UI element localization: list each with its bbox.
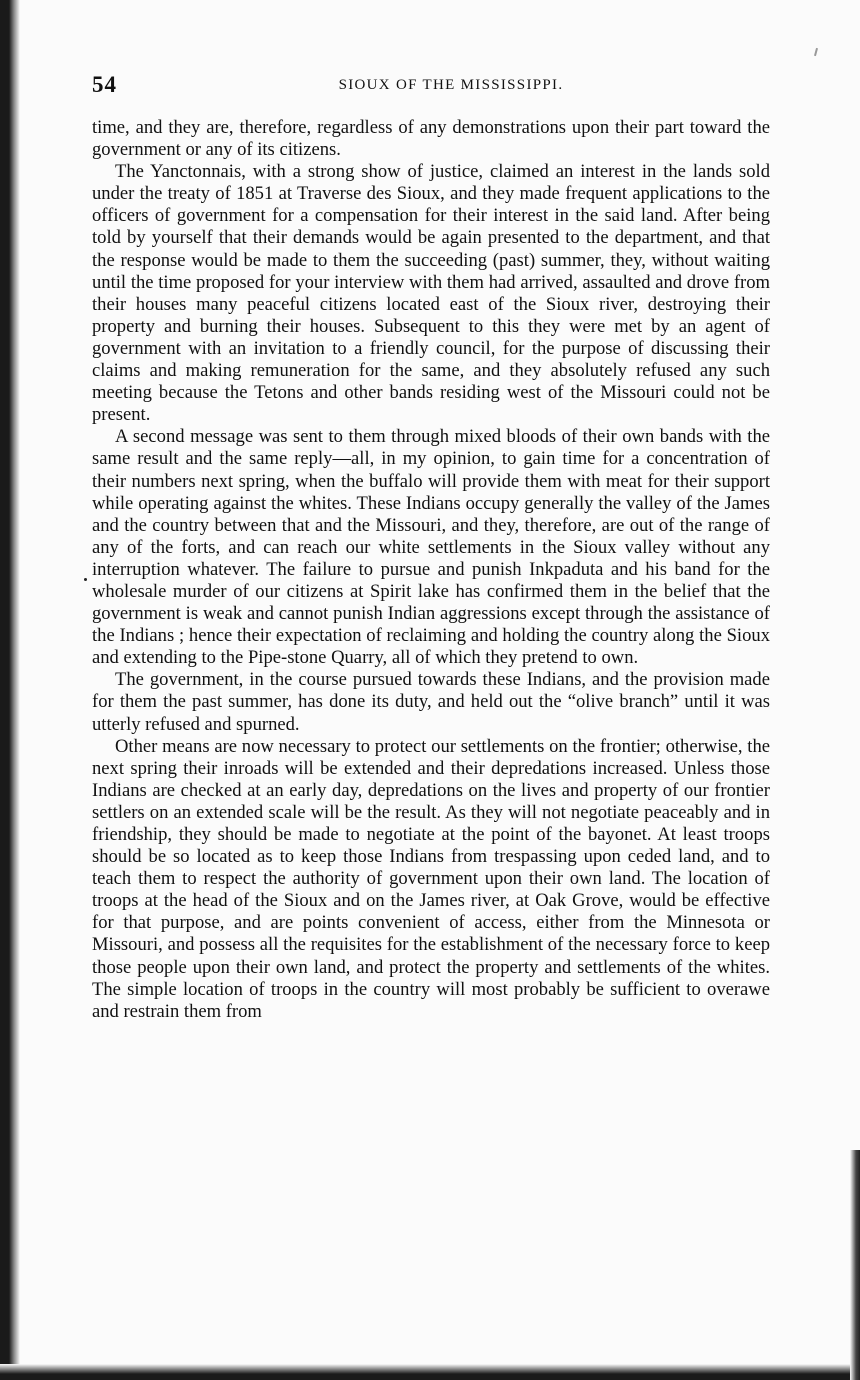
scan-border-left [0, 0, 20, 1380]
ink-mark [814, 48, 818, 56]
page-number: 54 [92, 72, 117, 97]
running-head: SIOUX OF THE MISSISSIPPI. [338, 77, 564, 93]
body-text [92, 117, 770, 1023]
paragraph: The government, in the course pursued towards these Indians, and the provision made for them the past summer, has done its duty, and held out the “olive branch” until it was utterly refused and spurned. [92, 669, 770, 735]
paragraph: Other means are now necessary to protect our settlements on the frontier; otherwise, the next spring their inroads will be extended and their depredations increased. Unless those Indians are checked at an early day, depredations on the lives and property of our frontier settlers on an extended scale will be the result. As they will not negotiate peaceably and in friendship, they should be made to negotiate at the point of the bayonet. At least troops should be so located as to keep those Indians from trespassing upon ceded land, and to teach them to respect the authority of government upon their own land. The location of troops at the head of the Sioux and on the James river, at Oak Grove, would be effective for that purpose, and are points convenient of access, either from the Minnesota or Missouri, and possess all the requisites for the establishment of the necessary force to keep those people upon their own land, and protect the property and settlements of the whites. The simple location of troops in the country will most probably be sufficient to overawe and restrain them from [92, 735, 770, 1022]
scan-border-bottom [0, 1364, 860, 1380]
paragraph: The Yanctonnais, with a strong show of justice, claimed an interest in the lands sold under the treaty of 1851 at Traverse des Sioux, and they made frequent applications to the officers of government for a compensation for their interest in the said land. After being told by yourself that their demands would be again presented to the department, and that the response would be made to them the succeeding (past) summer, they, without waiting until the time proposed for your interview with them had arrived, assaulted and drove from their houses many peaceful citizens located east of the Sioux river, destroying their property and burning their houses. Subsequent to this they were met by an agent of government with an invitation to a friendly council, for the purpose of discussing their claims and making remuneration for the same, and they absolutely refused any such meeting because the Tetons and other bands residing west of the Missouri could not be present. [92, 161, 770, 426]
page-header [92, 72, 770, 102]
ink-speck [84, 578, 87, 581]
paragraph: A second message was sent to them through mixed bloods of their own bands with the same result and the same reply—all, in my opinion, to gain time for a concentration of their numbers next spring, when the buffalo will provide them with meat for their support while operating against the whites. These Indians occupy generally the valley of the James and the country between that and the Missouri, and they, therefore, are out of the range of any of the forts, and can reach our white settlements in the Sioux valley without any interruption whatever. The failure to pursue and punish Inkpaduta and his band for the wholesale murder of our citizens at Spirit lake has confirmed them in the belief that the government is weak and cannot punish Indian aggressions except through the assistance of the Indians ; hence their expectation of reclaiming and holding the country along the Sioux and extending to the Pipe-stone Quarry, all of which they pretend to own. [92, 426, 770, 669]
paragraph-continued: time, and they are, therefore, regardless of any demonstrations upon their part toward the government or any of its citizens. [92, 117, 770, 161]
scan-border-right [850, 1150, 860, 1380]
